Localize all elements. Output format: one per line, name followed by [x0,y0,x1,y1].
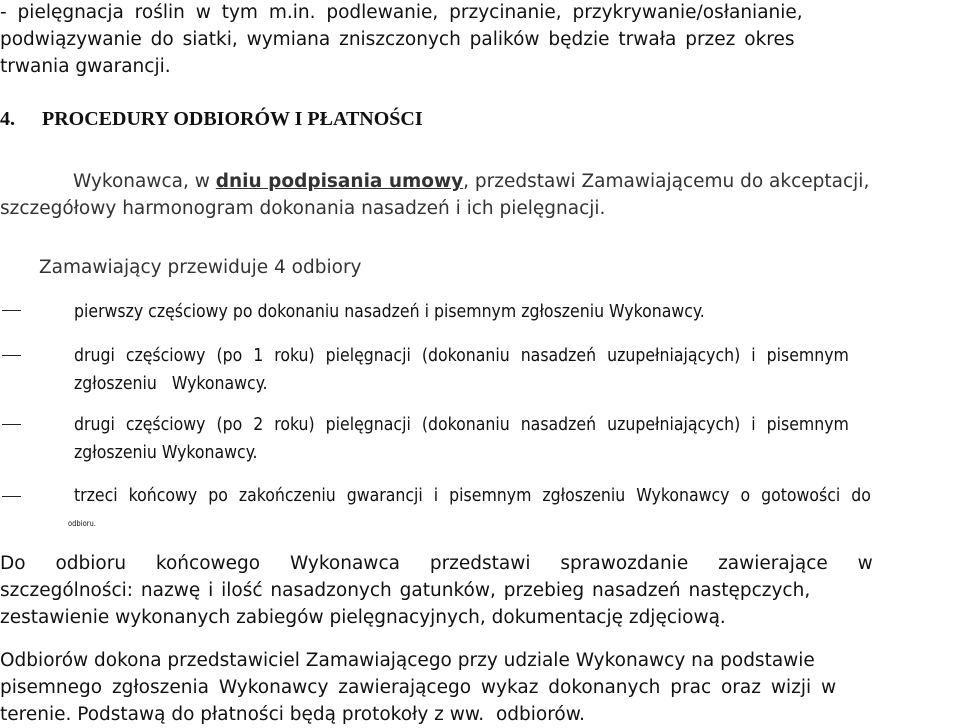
dash-bullet-icon [0,483,22,510]
section-heading [0,106,958,133]
paragraph-final-report-line-3: zestawienie wykonanych zabiegów pielęgnacyjnych, dokumentację zdjęciową. [0,607,726,628]
paragraph-final-report [0,550,958,631]
paragraph-final-report-line-1: Do odbioru końcowego Wykonawca przedstawi sprawozdanie zawierające w [0,553,873,574]
intro-line-3: trwania gwarancji. [0,56,171,77]
paragraph-payment [0,647,958,728]
paragraph-payment-line-3: terenie. Podstawą do płatności będą protokoły z ww. odbiorów. [0,704,586,725]
paragraph-acceptances-intro: Zamawiający przewiduje 4 odbiory [39,257,362,278]
dash-bullet-icon [0,297,22,324]
paragraph-payment-line-1: Odbiorów dokona przedstawiciel Zamawiającego przy udziale Wykonawcy na podstawie [0,650,815,671]
paragraph-schedule-line-1: Wykonawca, w dniu podpisania umowy, przedstawi Zamawiającemu do akceptacji, [73,171,870,192]
document-page: - pielęgnacja roślin w tym m.in. podlewanie, przycinanie, przykrywanie/osłanianie, podwiązywanie do siatki, wymiana zniszczonych palików będzie trwała przez okres trwania gwarancji. 4. PROCEDURY ODBIORÓW I PŁATNOŚCI Wykonawca, w dniu podpisania umowy, przedstawi Zamawiającemu do akceptacji, szczegółowy harmonogram dokonania nasadzeń i ich pielęgnacji. Zamawiający przewiduje 4 odbiory pierwszy częściowy po dokonaniu nasadzeń i pisemnym zgłoszeniu Wykonawcy. drugi częściowy (po 1 roku) pielęgnacji (dokonaniu nasadzeń uzupełniających) i pisemnym zgłoszeniu Wykonawcy. drugi częściowy (po 2 roku) pielęgnacji (dokonaniu nasadzeń uzupełniających) i pisemnym zgłoszeniu Wykonawcy. trzeci końcowy po zakończeniu gwarancji i pisemnym zgłoszeniu Wykonawcy o gotowości do odbioru. Do odbioru końcowego Wykonawca przedstawi sprawozdanie zawierające w szczególności: nazwę i ilość nasadzonych gatunków, przebieg nasadzeń następczych, zestawienie wykonanych zabiegów pielęgnacyjnych, dokumentację zdjęciową. Odbiorów dokona przedstawiciel Zamawiającego przy udziale Wykonawcy na podstawie pisemnego zgłoszenia Wykonawcy zawierającego wykaz dokonanych prac oraz wizji w terenie. Podstawą do płatności będą protokoły z ww. odbiorów. [0,0,960,722]
emphasis-signing-date: dniu podpisania umowy [215,171,464,192]
paragraph-final-report-line-2: szczególności: nazwę i ilość nasadzonych gatunków, przebieg nasadzeń następczych, [0,580,811,601]
dash-bullet-icon [0,342,22,369]
paragraph-payment-line-2: pisemnego zgłoszenia Wykonawcy zawierającego wykaz dokonanych prac oraz wizji w [0,677,837,698]
paragraph-schedule [0,168,958,222]
section-title: PROCEDURY ODBIORÓW I PŁATNOŚCI [42,108,423,130]
dash-bullet-icon [0,411,22,438]
intro-line-2: podwiązywanie do siatki, wymiana zniszczonych palików będzie trwała przez okres [0,29,795,50]
paragraph-schedule-line-2: szczegółowy harmonogram dokonania nasadzeń i ich pielęgnacji. [0,198,606,219]
intro-line-1: - pielęgnacja roślin w tym m.in. podlewanie, przycinanie, przykrywanie/osłanianie, [0,2,803,23]
section-number: 4. [0,108,15,130]
intro-paragraph [0,0,958,80]
